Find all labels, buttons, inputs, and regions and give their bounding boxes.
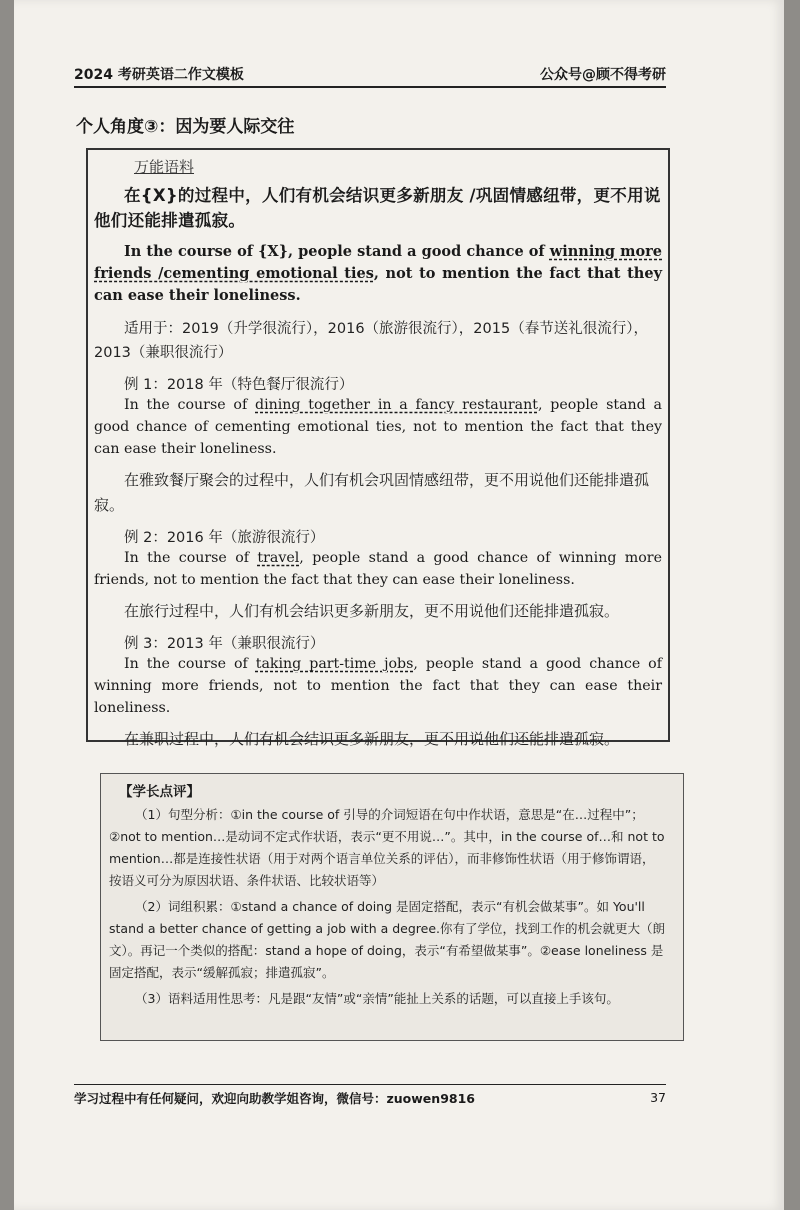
example-title: 例 1：2018 年（特色餐厅很流行） [124, 377, 354, 393]
header-title: 2024 考研英语二作文模板 [74, 67, 244, 83]
applicable-years: 适用于：2019（升学很流行），2016（旅游很流行），2015（春节送礼很流行），2013（兼职很流行） [94, 321, 648, 361]
example-zh: 在雅致餐厅聚会的过程中，人们有机会巩固情感纽带，更不用说他们还能排遣孤寂。 [94, 471, 650, 514]
example-3 [94, 632, 662, 752]
example-en: In the course of dining together in a fancy restaurant, people stand a good chance of cementing emotional ties, not to mention the fact that they can ease their loneliness. [94, 397, 662, 457]
comment-box [100, 773, 684, 1041]
section-title: 个人角度③：因为要人际交往 [76, 117, 295, 137]
example-en: In the course of taking part-time jobs, people stand a good chance of winning more friends, not to mention the fact that they can ease their loneliness. [94, 656, 662, 716]
page-footer [74, 1084, 666, 1107]
example-zh: 在兼职过程中，人们有机会结识更多新朋友，更不用说他们还能排遣孤寂。 [124, 730, 620, 748]
page-header [74, 64, 666, 88]
example-title: 例 3：2013 年（兼职很流行） [124, 636, 325, 652]
comment-p3: （3）语料适用性思考：凡是跟“友情”或“亲情”能扯上关系的话题，可以直接上手该句。 [135, 991, 619, 1006]
corpus-label: 万能语料 [134, 158, 195, 176]
example-zh: 在旅行过程中，人们有机会结识更多新朋友，更不用说他们还能排遣孤寂。 [124, 602, 620, 620]
example-en: In the course of travel, people stand a good chance of winning more friends, not to mention the fact that they can ease their loneliness. [94, 550, 662, 588]
corpus-en-underlined: winning more friends /cementing emotional ties [94, 243, 662, 282]
corpus-box [86, 148, 670, 748]
example-2 [94, 526, 662, 624]
example-1 [94, 373, 662, 518]
comment-title: 【学长点评】 [119, 784, 200, 800]
corpus-zh-main: 在{X}的过程中，人们有机会结识更多新朋友 /巩固情感纽带，更不用说他们还能排遣孤寂。 [94, 186, 661, 230]
document-page [14, 0, 784, 1210]
page-number: 37 [650, 1090, 666, 1105]
comment-p2: （2）词组积累：①stand a chance of doing 是固定搭配，表示“有机会做某事”。如 You'll stand a better chance of getting a job with a degree.你有了学位，找到工作的机会就更大（朗文）。再记一个类似的搭配：stand a hope of doing，表示“有希望做某事”。②ease loneliness 是固定搭配，表示“缓解孤寂；排遣孤寂”。 [109, 899, 666, 980]
corpus-en-main: In the course of {X}, people stand a good chance of winning more friends /cementing emotional ties, not to mention the fact that they can ease their loneliness. [94, 243, 662, 304]
footer-text: 学习过程中有任何疑问，欢迎向助教学姐咨询，微信号：zuowen9816 [74, 1091, 475, 1106]
header-account: 公众号@顾不得考研 [540, 67, 666, 83]
comment-p1: （1）句型分析：①in the course of 引导的介词短语在句中作状语，意思是“在…过程中”；②not to mention…是动词不定式作状语，表示“更不用说…”。其中，in the course of…和 not to mention…都是连接性状语（用于对两个语言单位关系的评估），而非修饰性状语（用于修饰谓语，按语义可分为原因状语、条件状语、比较状语等） [109, 807, 665, 888]
example-title: 例 2：2016 年（旅游很流行） [124, 530, 325, 546]
